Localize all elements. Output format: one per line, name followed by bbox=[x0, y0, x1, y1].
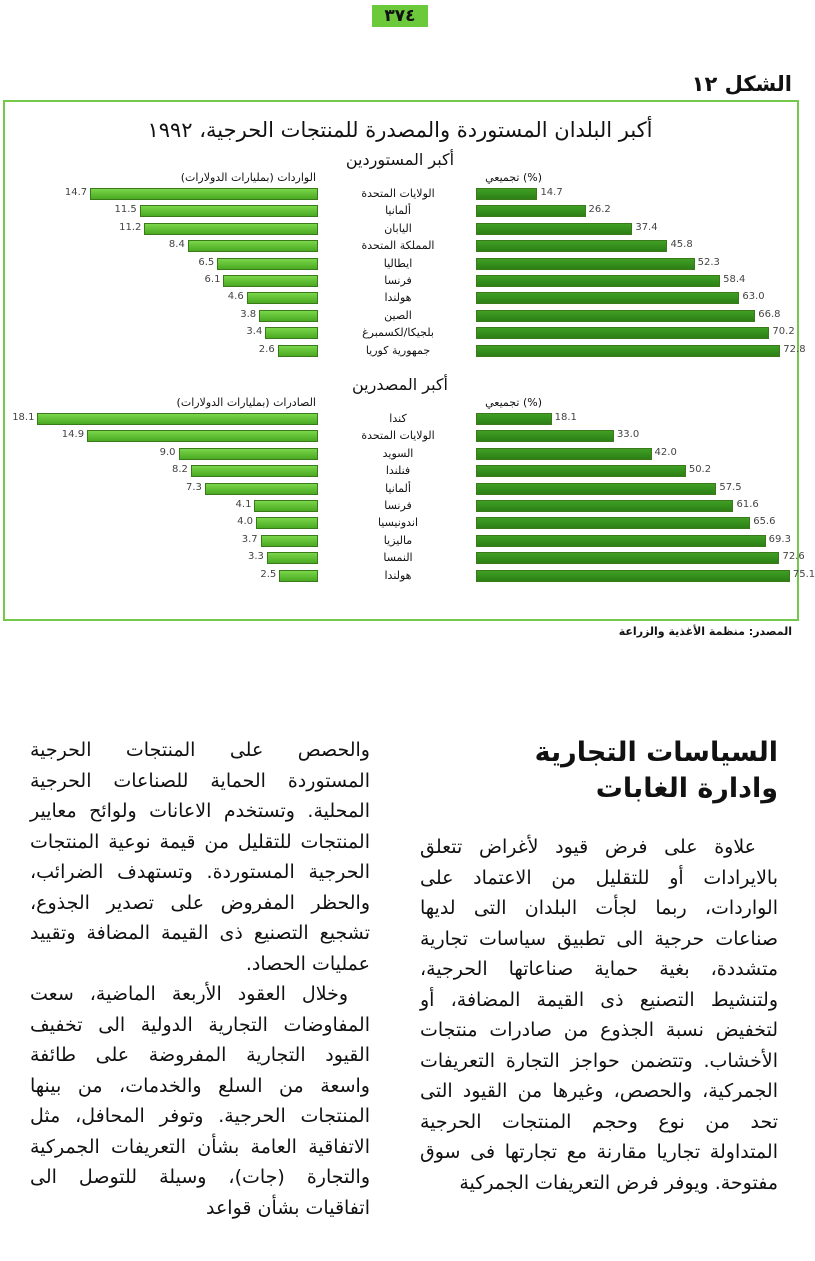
importer-cumulative-label: 58.4 bbox=[723, 274, 746, 285]
exporter-cumulative-bar bbox=[476, 413, 552, 425]
exporter-cumulative-bar bbox=[476, 552, 779, 564]
exporter-value-bar bbox=[179, 448, 319, 460]
exporter-cumulative-label: 50.2 bbox=[688, 464, 712, 476]
importer-value-label: 11.2 bbox=[119, 221, 142, 233]
exporter-cumulative-bar bbox=[476, 465, 686, 477]
page-number: ٣٧٤ bbox=[372, 5, 428, 27]
importer-cumulative-bar bbox=[476, 275, 720, 287]
imports-header: الواردات (بمليارات الدولارات) bbox=[180, 171, 316, 184]
importer-cumulative-label: 14.7 bbox=[540, 187, 563, 198]
importer-cumulative-bar bbox=[476, 188, 537, 200]
exporters-subtitle: أكبر المصدرين bbox=[351, 375, 448, 394]
importer-cumulative-bar bbox=[476, 240, 667, 252]
exporter-cumulative-label: 18.1 bbox=[554, 412, 577, 423]
importer-cumulative-label: 70.2 bbox=[772, 326, 795, 338]
exporter-value-bar bbox=[37, 413, 318, 425]
importer-cumulative-bar bbox=[476, 345, 780, 357]
section-title-line-1: السياسات التجارية bbox=[534, 737, 778, 768]
exporter-country-label: كندا bbox=[389, 412, 407, 425]
left-column bbox=[30, 735, 370, 1223]
importer-value-label: 11.5 bbox=[114, 204, 137, 216]
exporter-value-bar bbox=[191, 465, 318, 477]
importer-country-label: المملكة المتحدة bbox=[361, 239, 435, 253]
importer-value-bar bbox=[265, 327, 318, 339]
importer-cumulative-label: 72.8 bbox=[783, 343, 806, 355]
importer-value-label: 3.4 bbox=[246, 326, 263, 338]
importer-country-label: جمهورية كوريا bbox=[365, 343, 431, 357]
importer-cumulative-label: 45.8 bbox=[670, 239, 693, 251]
left-column-paragraph-2: وخلال العقود الأربعة الماضية، سعت المفاوضات التجارية الدولية الى تخفيف القيود التجارية المفروضة على طائفة واسعة من السلع والخدمات، من بينها المنتجات الحرجية. وتوفر المحافل، مثل الاتفاقية العامة بشأن التعريفات الجمركية والتجارة (جات)، وسيلة للتوصل الى اتفاقيات بشأن قواعد bbox=[30, 983, 370, 1219]
importer-country-label: هولندا bbox=[384, 291, 412, 305]
exporter-value-bar bbox=[256, 517, 318, 529]
exporter-country-label: اندونيسيا bbox=[377, 516, 419, 530]
importer-country-label: فرنسا bbox=[384, 274, 412, 287]
exporter-cumulative-bar bbox=[476, 448, 652, 460]
importers-subtitle: أكبر المستوردين bbox=[345, 150, 455, 169]
importer-value-label: 8.4 bbox=[168, 239, 185, 251]
chart-title: أكبر البلدان المستوردة والمصدرة للمنتجات الحرجية، ١٩٩٢ bbox=[147, 118, 653, 142]
section-title bbox=[535, 735, 778, 807]
exporter-cumulative-bar bbox=[476, 500, 733, 512]
importer-cumulative-bar bbox=[476, 310, 755, 322]
importer-cumulative-bar bbox=[476, 205, 586, 217]
exporter-cumulative-label: 33.0 bbox=[616, 429, 640, 441]
exporter-cumulative-label: 57.5 bbox=[719, 481, 742, 493]
importer-value-label: 6.5 bbox=[198, 256, 215, 268]
importer-value-bar bbox=[90, 188, 318, 200]
exports-header: الصادرات (بمليارات الدولارات) bbox=[176, 396, 316, 409]
exports-cumulative-header: تجميعي (%) bbox=[485, 396, 542, 409]
exporter-cumulative-bar bbox=[476, 483, 716, 495]
importer-value-bar bbox=[217, 258, 318, 270]
importer-value-label: 14.7 bbox=[64, 187, 88, 198]
importer-value-bar bbox=[247, 292, 318, 304]
exporter-value-label: 2.5 bbox=[260, 568, 277, 580]
right-column-text: علاوة على فرض قيود لأغراض تتعلق بالايرادات أو للتقليل من الاعتماد على الواردات، ربما لجأت البلدان التى لديها صناعات حرجية الى تطبيق سياسات تجارية متشددة، بغية حماية صناعاتها الحرجية، ولتنشيط التصنيع ذى القيمة المضافة، أو لتخفيض نسبة الجذوع من صادرات منتجات الأخشاب. وتتضمن حواجز التجارة التعريفات الجمركية، والحصص، وغيرها من القيود التى تحد من نوع وحجم المنتجات الحرجية المتداولة تجاريا مقارنة مع تجارتها فى سوق مفتوحة. ويوفر فرض التعريفات الجمركية bbox=[420, 836, 778, 1194]
importer-cumulative-bar bbox=[476, 223, 632, 235]
exporter-value-bar bbox=[261, 535, 318, 547]
exporter-value-label: 14.9 bbox=[61, 429, 85, 441]
exporter-value-bar bbox=[267, 552, 318, 564]
exporter-value-label: 3.7 bbox=[241, 533, 258, 545]
importer-value-bar bbox=[259, 310, 318, 322]
importer-value-label: 4.6 bbox=[227, 291, 244, 303]
importer-value-bar bbox=[188, 240, 318, 252]
exporter-country-label: ماليزيا bbox=[383, 533, 413, 547]
exporter-country-label: هولندا bbox=[384, 568, 412, 582]
exporter-value-bar bbox=[254, 500, 318, 512]
importer-cumulative-label: 63.0 bbox=[742, 291, 765, 303]
exporter-value-label: 8.2 bbox=[172, 464, 188, 476]
exporter-cumulative-bar bbox=[476, 430, 614, 442]
importer-value-bar bbox=[278, 345, 318, 357]
importer-value-bar bbox=[140, 205, 318, 217]
exporter-cumulative-bar bbox=[476, 570, 790, 582]
exporter-cumulative-bar bbox=[476, 517, 750, 529]
exporter-country-label: فرنسا bbox=[384, 499, 412, 512]
importer-cumulative-label: 52.3 bbox=[697, 256, 720, 268]
exporter-country-label: ألمانيا bbox=[385, 481, 411, 495]
importer-country-label: اليابان bbox=[384, 221, 412, 235]
exporter-value-label: 4.0 bbox=[237, 516, 253, 528]
importer-value-label: 6.1 bbox=[204, 274, 221, 285]
importer-value-label: 2.6 bbox=[258, 343, 275, 355]
exporter-cumulative-bar bbox=[476, 535, 766, 547]
exporter-cumulative-label: 69.3 bbox=[768, 533, 791, 545]
left-column-paragraph-1: والحصص على المنتجات الحرجية المستوردة الحماية للصناعات الحرجية المحلية. وتستخدم الاعانات ولوائح معايير المنتجات للتقليل من قيمة نوعية المنتجات الحرجية المستوردة. وتستهدف الضرائب، والحظر المفروض على تصدير الجذوع، تشجيع التصنيع ذى القيمة المضافة وتقييد عمليات الحصاد. bbox=[30, 739, 370, 975]
exporter-country-label: السويد bbox=[382, 446, 414, 460]
importer-cumulative-label: 66.8 bbox=[758, 308, 781, 320]
importer-country-label: ألمانيا bbox=[385, 204, 411, 218]
exporter-value-label: 9.0 bbox=[159, 446, 176, 458]
section-title-line-2: وادارة الغابات bbox=[595, 773, 778, 804]
importer-value-bar bbox=[223, 275, 318, 287]
exporter-country-label: النمسا bbox=[383, 551, 413, 565]
exporter-value-bar bbox=[279, 570, 318, 582]
exporter-cumulative-label: 61.6 bbox=[736, 499, 759, 510]
exporter-value-label: 18.1 bbox=[12, 412, 35, 423]
importer-cumulative-bar bbox=[476, 292, 739, 304]
exporter-cumulative-label: 42.0 bbox=[654, 446, 677, 458]
figure-label: الشكل ١٢ bbox=[691, 72, 792, 96]
source-note: المصدر: منظمة الأغذية والزراعة bbox=[618, 625, 792, 638]
importer-cumulative-bar bbox=[476, 327, 769, 339]
exporter-value-label: 7.3 bbox=[185, 481, 202, 493]
importer-cumulative-label: 26.2 bbox=[588, 204, 611, 216]
exporter-value-label: 4.1 bbox=[235, 499, 252, 510]
importer-value-label: 3.8 bbox=[240, 308, 257, 320]
importer-country-label: ايطاليا bbox=[383, 256, 413, 270]
importer-value-bar bbox=[144, 223, 318, 235]
importer-country-label: الصين bbox=[384, 308, 412, 322]
exporter-value-bar bbox=[87, 430, 318, 442]
importer-country-label: الولايات المتحدة bbox=[361, 187, 435, 200]
exporter-cumulative-label: 72.6 bbox=[782, 551, 805, 563]
exporter-country-label: فنلندا bbox=[385, 464, 411, 478]
exporter-cumulative-label: 65.6 bbox=[753, 516, 776, 528]
importer-country-label: بلجيكا/لكسمبرغ bbox=[362, 326, 434, 340]
exporter-value-label: 3.3 bbox=[247, 551, 264, 563]
exporter-country-label: الولايات المتحدة bbox=[361, 429, 435, 443]
importer-cumulative-bar bbox=[476, 258, 695, 270]
exporter-cumulative-label: 75.1 bbox=[792, 568, 815, 580]
importer-cumulative-label: 37.4 bbox=[635, 221, 658, 233]
exporter-value-bar bbox=[205, 483, 318, 495]
imports-cumulative-header: تجميعي (%) bbox=[485, 171, 542, 184]
